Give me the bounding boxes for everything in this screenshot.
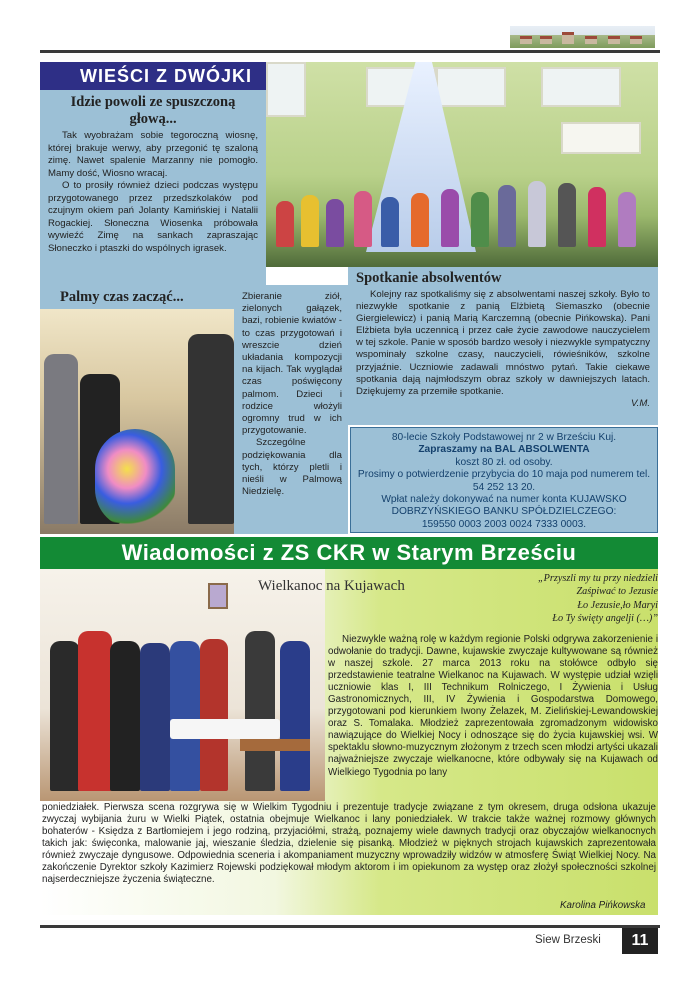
article-paragraph: poniedziałek. Pierwsza scena rozgrywa się w Wielkim Tygodniu i prezentuje tradycje związane z tym okresem, druga odsłona ukazuje zwyczaj wybijania żuru w Wielki Piątek, ostatnia obejmuje Wielkanoc i lany poniedziałek. W trakcie także ważnej rozmowy głównych bohaterów - Księdza z Bartłomiejem i jego rodziną, przyjaciółmi, strażą, poznajemy wiele dawnych tradycji oraz obyczajów wielkanocnych takich jak: święconka, malowanie jaj, wieszanie śledzia, dzielenie się pisanką. Młodzież w pięknych strojach kujawskich zaprezentowała również zwyczaje dyngusowe. Odpowiednia sceneria i akompaniament muzyczny wprowadziły widzów w atmosferę Świąt Wielkiej Nocy. Na zakończenie Dyrektor szkoły Kazimierz Rojewski podziękował młodym aktorom i im opiekunom za występ oraz złożył społeczności szkolnej najserdeczniejsze życzenia świąteczne. [42, 802, 656, 886]
article-author: Karolina Pińkowska [560, 900, 646, 911]
palms-photo [40, 309, 234, 534]
bottom-rule [40, 925, 660, 928]
kindergarten-photo [266, 62, 658, 267]
article-paragraph: Zbieranie ziół, zielonych gałązek, bazi, robienie kwiatów - to czas przygotowań i wreszcie dzień układania kompozycji na kijach. Tak wyglądał czas poświęcony palmom. Dzieci i rodzice włożyli ogromny trud w ich przygotowanie. [242, 291, 342, 437]
top-rule [40, 50, 660, 53]
ad-line: Prosimy o potwierdzenie przybycia do 10 maja pod numerem tel. 54 252 13 20. [357, 469, 651, 493]
section-header: WIEŚCI Z DWÓJKI [40, 62, 292, 90]
ad-line: 80-lecie Szkoły Podstawowej nr 2 w Brześciu Kuj. [391, 432, 617, 443]
folk-song-quote [470, 572, 658, 625]
easter-play-photo [40, 569, 325, 801]
quote-line: Ło Ty święty angelji (…)” [552, 612, 658, 624]
article-title: Idzie powoli ze spuszczoną głową... [70, 94, 236, 127]
section-header: Wiadomości z ZS CKR w Starym Brześciu [40, 537, 658, 569]
publication-name: Siew Brzeski [535, 934, 601, 946]
ad-line: 159550 0003 2003 0024 7333 0003. [421, 518, 587, 530]
article-palms-text [234, 285, 348, 534]
article-title: Spotkanie absolwentów [356, 270, 502, 286]
quote-line: „Przyszli my tu przy niedzieli [538, 573, 658, 584]
ad-line: Zapraszamy na BAL ABSOLWENTA [418, 444, 590, 456]
article-graduates [348, 267, 658, 425]
article-paragraph: Kolejny raz spotkaliśmy się z absolwentami naszej szkoły. Było to niezwykłe spotkanie z panią Elżbietą Siemaszko (obecnie Giergielewicz) i panią Marią Karczemną (obecnie Pińkowska). Pani Elżbieta była uczennicą i przez całe życie zawodowe nauczycielem w tej szkole. Panie w sposób bardzo wesoły i niezwykle sympatyczny wspominały szkolne czasy, nauczycieli, rówieśników, szkolne przyjaźnie. Uczniowie zadawali mnóstwo pytań. Takie ciekawe spotkania dają najmłodszym obraz szkoły w dawniejszych latach. Dziękujemy za przemiłe spotkanie. [356, 289, 650, 397]
article-palms-header [40, 285, 266, 309]
village-photo [510, 26, 655, 48]
article-author: V.M. [630, 397, 650, 409]
page-number: 11 [622, 928, 658, 954]
quote-line: Ło Jezusie,ło Maryi [577, 599, 658, 611]
ad-line: koszt 80 zł. od osoby. [455, 456, 553, 468]
article-spring [40, 90, 266, 285]
article-paragraph: Tak wyobrażam sobie tegoroczną wiosnę, której brakuje werwy, aby przegonić tę szaloną zimę. Nawet spalenie Marzanny nie pomogło. Mamy dość, Wiosno wracaj. [48, 130, 258, 179]
article-title: Palmy czas zacząć... [60, 289, 184, 305]
ad-line: Wpłat należy dokonywać na numer konta KUJAWSKO DOBRZYŃSKIEGO BANKU SPÓŁDZIELCZEGO: [381, 494, 627, 518]
article-paragraph: Niezwykle ważną rolę w każdym regionie Polski odgrywa zakorzenienie i odwołanie do tradycji. Dawne, kujawskie zwyczaje kultywowane są również w naszej szkole. 27 marca 2013 roku na stołówce odbyło się przedstawienie teatralne Wielkanoc na Kujawach. W występie udział wzięli uczniowie klas I, III Technikum Rolniczego, I Żywienia i Usług Gastronomicznych, III, IV Żywienia i Gospodarstwa Domowego, przygotowani pod kierunkiem Iwony Żelazek, M. Zielińskiej-Lewandowskiej oraz S. Tomalaka. Młodzież zaprezentowała zgromadzonym widowisko nawiązujące do Wielkiej Nocy i odnoszące się do życia kujawskiej wsi. W spektaklu słowno-muzycznym złożonym z trzech scen młodzi artyści ukazali najważniejsze zwyczaje wielkanocne, które odbywały się na Kujawach od Wielkiego Tygodnia po lany [328, 634, 658, 778]
section-title: Wielkanoc na Kujawach [258, 578, 405, 594]
article-paragraph: Szczególne podziękowania dla tych, którzy pletli i nieśli w Palmową Niedzielę. [242, 437, 342, 498]
article-paragraph: O to prosiły również dzieci podczas występu przygotowanego przez przedszkolaków pod czujnym okiem pań Jolanty Kamińskiej i Natalii Rogackiej. Słoneczna Wiosenka próbowała wywieźć Zimę na sankach zapraszając Słoneczko i ptaszki do wspólnych igrasek. [48, 180, 258, 254]
quote-line: Zaśpiwać to Jezusie [576, 586, 658, 598]
alumni-ball-notice [350, 427, 658, 533]
